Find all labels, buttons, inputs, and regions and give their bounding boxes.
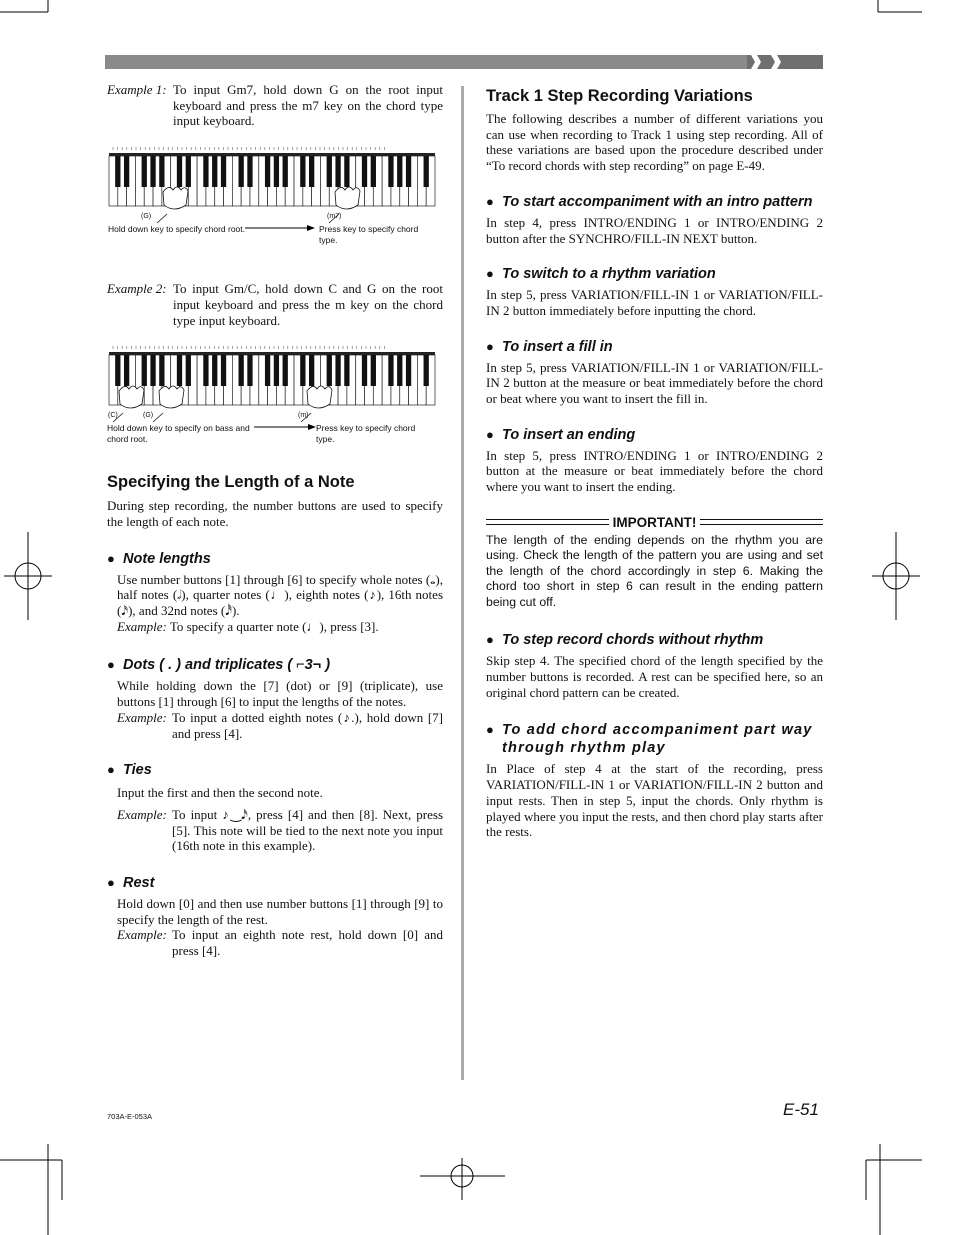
important-rule-right (700, 519, 823, 525)
example-2-text: To input Gm/C, hold down C and G on the root input keyboard and press the m key on the chord type input keyboard. (173, 281, 443, 328)
keyboard-2-arrow (254, 423, 316, 431)
keyboard-top-strip (109, 352, 435, 355)
important-text: The length of the ending depends on the rhythm you are using. Check the length of the pattern you are using and set the length of the chord accordingly in step 6. Making the chord too short in step 6 can result in the ending pattern being cut off. (486, 532, 823, 609)
keyboard-2-tag-g: (G) (143, 412, 154, 420)
black-key (406, 355, 411, 386)
ties-text: Input the first and then the second note. (117, 785, 323, 801)
keyboard-1-arrow (245, 224, 315, 232)
bullet-icon: ● (486, 193, 494, 209)
intro-pattern-text: In step 4, press INTRO/ENDING 1 or INTRO/ENDING 2 button after the SYNCHRO/FILL-IN NEXT button. (486, 214, 823, 246)
section-intro: During step recording, the number buttons are used to specify the length of each note. (107, 498, 443, 529)
heading-ties (107, 761, 443, 779)
keyboard-2-caption-right: Press key to specify chord type. (316, 423, 416, 444)
header-banner (105, 55, 823, 69)
heading-fill-in (486, 338, 823, 356)
section-title-note-length: Specifying the Length of a Note (107, 473, 355, 492)
ending-text: In step 5, press INTRO/ENDING 1 or INTRO/ENDING 2 button at the measure or beat immediately before the chord where you want to insert the ending. (486, 447, 823, 495)
example-1-text: To input Gm7, hold down G on the root input keyboard and press the m7 key on the chord type input keyboard. (173, 82, 443, 129)
black-key (221, 355, 226, 386)
black-key (274, 156, 279, 187)
heading-part-way-text: To add chord accompaniment part way through rhythm play (502, 722, 813, 757)
black-key (362, 355, 367, 386)
example-label: Example: (117, 806, 167, 822)
bullet-icon: ● (107, 657, 115, 673)
black-key (177, 355, 182, 386)
bullet-icon: ● (486, 338, 494, 354)
right-intro: The following describes a number of different variations you can use when recording to Track 1 using step recording. All of these variations are based upon the procedure described under “To record chords with step recording” on page E-49. (486, 111, 823, 174)
black-key (115, 355, 120, 386)
example-label: Example: (117, 618, 167, 634)
keyboard-1-caption-left: Hold down key to specify chord root. (108, 224, 246, 235)
keyboard-2-tag-m: (m) (298, 412, 309, 420)
note-lengths-example-text: To specify a quarter note (♩), press [3]. (169, 618, 379, 634)
keyboard-1-tag-m7: (m7) (327, 213, 342, 221)
rest-body (107, 896, 443, 959)
keyboard-diagram-2 (107, 343, 437, 456)
black-key (142, 355, 147, 386)
right-title: Track 1 Step Recording Variations (486, 87, 753, 105)
black-key (186, 156, 191, 187)
heading-ties-text: Ties (123, 762, 152, 779)
black-key (150, 156, 155, 187)
note-lengths-text: Use number buttons [1] through [6] to specify whole notes (𝅝), half notes (𝅗𝅥), quarter notes (♩), eighth notes (♪), 16th notes (𝅘𝅥𝅯), and 32nd notes (𝅘𝅥𝅰). (117, 571, 443, 619)
example-1 (107, 82, 443, 129)
right-column (486, 86, 823, 840)
black-key (247, 156, 252, 187)
keyboard-diagram-1 (107, 144, 437, 257)
important-rule-left (486, 519, 609, 525)
black-key (327, 156, 332, 187)
important-bar (486, 515, 823, 530)
keyboard-top-strip (109, 153, 435, 156)
black-key (265, 156, 270, 187)
example-label: Example: (117, 709, 167, 725)
black-key (335, 156, 340, 187)
black-key (371, 355, 376, 386)
dots-text: While holding down the [7] (dot) or [9] (triplicate), use buttons [1] through [6] to input the lengths of the notes. (117, 678, 443, 710)
heading-rest-text: Rest (123, 875, 155, 892)
footer-code: 703A-E-053A (107, 1112, 153, 1121)
black-key (388, 156, 393, 187)
black-key (239, 156, 244, 187)
heading-note-lengths-text: Note lengths (123, 550, 211, 567)
black-key (212, 355, 217, 386)
example-2 (107, 281, 443, 328)
keyboard-1-caption-right: Press key to specify chord type. (319, 224, 419, 245)
black-key (283, 355, 288, 386)
important-label: IMPORTANT! (612, 514, 697, 530)
black-key (371, 156, 376, 187)
black-key (203, 156, 208, 187)
black-key (424, 355, 429, 386)
heading-intro-pattern-text: To start accompaniment with an intro pattern (502, 193, 813, 210)
black-key (397, 355, 402, 386)
heading-dots-text: Dots ( . ) and triplicates ( ⌐3¬ ) (123, 657, 331, 674)
dots-body (107, 678, 443, 741)
example-1-label: Example 1: (107, 82, 167, 97)
keyboard-2-tag-c: (C) (108, 412, 118, 420)
part-way-text: In Place of step 4 at the start of the recording, press VARIATION/FILL-IN 1 or VARIATION/FILL-IN 2 button and input rests. Then in step 5, input the chords. Only rhythm is played where you input the rests, and then chord play starts after the rests. (486, 761, 823, 840)
black-key (124, 355, 129, 386)
ties-body (107, 785, 443, 854)
black-key (186, 355, 191, 386)
black-key (309, 156, 314, 187)
ties-example-text: To input ♪‿𝅘𝅥𝅯, press [4] and then [8]. Next, press [5]. This note will be tied to the next note you input (16th note in this example). (172, 806, 443, 854)
example-label: Example: (117, 927, 167, 943)
black-key (344, 355, 349, 386)
black-key (159, 355, 164, 386)
fill-in-text: In step 5, press VARIATION/FILL-IN 1 or VARIATION/FILL-IN 2 button at the measure or beat immediately before the chord or beat where you want to insert the fill in. (486, 359, 823, 407)
dots-example (117, 710, 443, 741)
heading-without-rhythm-text: To step record chords without rhythm (502, 632, 764, 649)
heading-intro-pattern (486, 193, 823, 211)
black-key (424, 156, 429, 187)
black-key (212, 156, 217, 187)
black-key (388, 355, 393, 386)
left-column (107, 82, 443, 959)
heading-note-lengths (107, 550, 443, 568)
example-2-label: Example 2: (107, 281, 167, 297)
rest-example-text: To input an eighth note rest, hold down [0] and press [4]. (172, 927, 443, 959)
black-key (203, 355, 208, 386)
black-key (344, 156, 349, 187)
heading-rest (107, 874, 443, 892)
dots-example-text: To input a dotted eighth notes (♪.), hold down [7] and press [4]. (172, 709, 443, 741)
rest-text: Hold down [0] and then use number buttons [1] through [9] to specify the length of the rest. (117, 896, 443, 927)
page-number: E-51 (783, 1100, 819, 1119)
heading-rhythm-variation (486, 265, 823, 283)
note-lengths-body (107, 572, 443, 635)
black-key (406, 156, 411, 187)
without-rhythm-text: Skip step 4. The specified chord of the length specified by the number buttons is recorded. A rest can be specified here, so an original chord pattern can be created. (486, 653, 823, 700)
bullet-icon: ● (486, 632, 494, 648)
black-key (309, 355, 314, 386)
bullet-icon: ● (486, 722, 494, 738)
black-key (300, 156, 305, 187)
black-key (142, 156, 147, 187)
heading-fill-in-text: To insert a fill in (502, 338, 613, 355)
keyboard-2-caption-left: Hold down key to specify on bass and chord root. (107, 423, 250, 444)
black-key (150, 355, 155, 386)
black-key (247, 355, 252, 386)
column-divider (461, 86, 464, 1080)
black-key (239, 355, 244, 386)
bullet-icon: ● (107, 875, 115, 891)
black-key (124, 156, 129, 187)
ties-example (117, 807, 443, 854)
black-key (115, 156, 120, 187)
black-key (283, 156, 288, 187)
rest-example (117, 927, 443, 958)
heading-part-way (486, 721, 823, 757)
bullet-icon: ● (486, 266, 494, 282)
heading-ending (486, 426, 823, 444)
heading-rhythm-variation-text: To switch to a rhythm variation (502, 266, 716, 283)
black-key (221, 156, 226, 187)
heading-ending-text: To insert an ending (502, 426, 636, 443)
bullet-icon: ● (486, 426, 494, 442)
keyboard-1-tag-g: (G) (141, 213, 152, 221)
black-key (327, 355, 332, 386)
bullet-icon: ● (107, 762, 115, 778)
black-key (335, 355, 340, 386)
note-lengths-example (117, 619, 443, 635)
black-key (159, 156, 164, 187)
black-key (177, 156, 182, 187)
bullet-icon: ● (107, 550, 115, 566)
heading-without-rhythm (486, 631, 823, 649)
rhythm-variation-text: In step 5, press VARIATION/FILL-IN 1 or VARIATION/FILL-IN 2 button immediately before inputting the chord. (486, 287, 823, 318)
heading-dots (107, 656, 443, 674)
black-key (265, 355, 270, 386)
black-key (274, 355, 279, 386)
black-key (397, 156, 402, 187)
black-key (300, 355, 305, 386)
black-key (362, 156, 367, 187)
